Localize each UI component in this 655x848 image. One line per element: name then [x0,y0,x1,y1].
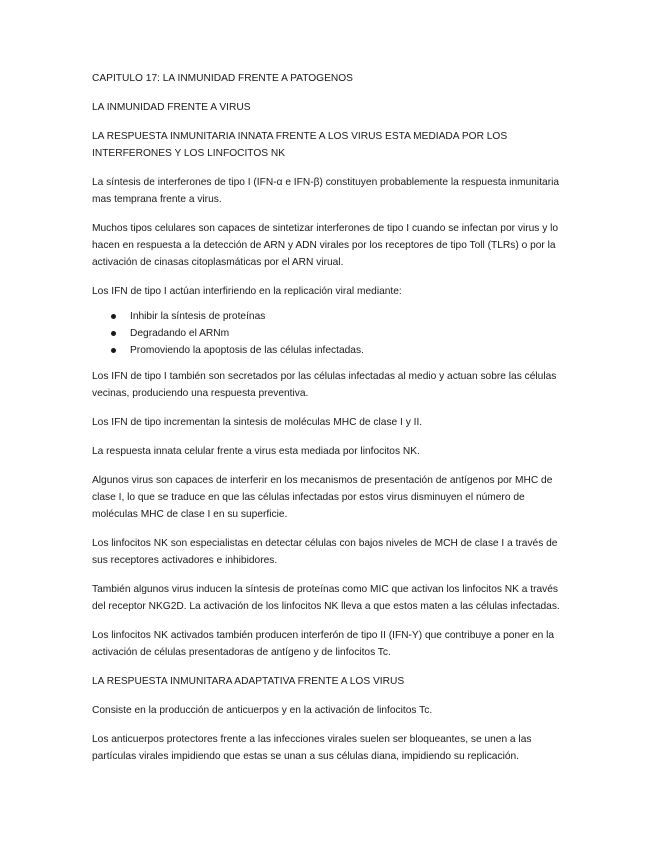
paragraph: La respuesta innata celular frente a virus esta mediada por linfocitos NK. [92,446,420,457]
bullet-item [92,325,572,342]
chapter-title: CAPITULO 17: LA INMUNIDAD FRENTE A PATOGENOS [92,73,353,84]
bullet-text: Promoviendo la apoptosis de las células infectadas. [130,345,364,356]
paragraph: Los linfocitos NK activados también producen interferón de tipo II (IFN-Y) que contribuye a poner en la activación de células presentadoras de antígeno y de linfocitos Tc. [92,630,555,658]
section-title: LA INMUNIDAD FRENTE A VIRUS [92,102,251,113]
paragraph: Muchos tipos celulares son capaces de sintetizar interferones de tipo I cuando se infectan por virus y lo hacen en respuesta a la detección de ARN y ADN virales por los receptores de tipo Toll (TLRs) o por la activación de cinasas citoplasmáticas por el ARN virual. [92,223,559,268]
bullet-icon [111,314,116,319]
bullet-list [92,308,572,359]
paragraph: La síntesis de interferones de tipo I (IFN-α e IFN-β) constituyen probablemente la respuesta inmunitaria mas temprana frente a virus. [92,177,560,205]
paragraph: Algunos virus son capaces de interferir en los mecanismos de presentación de antígenos por MHC de clase I, lo que se traduce en que las células infectadas por estos virus disminuyen el número de moléculas MHC de clase I en su superficie. [92,475,553,520]
subsection-title-adaptive: LA RESPUESTA INMUNITARA ADAPTATIVA FRENTE A LOS VIRUS [92,676,405,687]
paragraph: Los linfocitos NK son especialistas en detectar células con bajos niveles de MCH de clase I a través de sus receptores activadores e inhibidores. [92,538,558,566]
bullet-icon [111,348,116,353]
bullet-text: Degradando el ARNm [130,328,230,339]
paragraph: Los IFN de tipo I también son secretados por las células infectadas al medio y actuan sobre las células vecinas, produciendo una respuesta preventiva. [92,371,557,399]
subsection-title-innate: LA RESPUESTA INMUNITARIA INNATA FRENTE A LOS VIRUS ESTA MEDIADA POR LOS INTERFERONES Y LOS LINFOCITOS NK [92,131,508,159]
bullet-item [92,342,572,359]
bullet-text: Inhibir la síntesis de proteínas [130,311,266,322]
paragraph: Los anticuerpos protectores frente a las infecciones virales suelen ser bloqueantes, se unen a las partículas virales impidiendo que estas se unan a sus células diana, impidiendo su replicación. [92,734,532,762]
paragraph: Los IFN de tipo incrementan la sintesis de moléculas MHC de clase I y II. [92,417,423,428]
paragraph: También algunos virus inducen la síntesis de proteínas como MIC que activan los linfocitos NK a través del receptor NKG2D. La activación de los linfocitos NK lleva a que estos maten a las células infectadas. [92,584,560,612]
document-page [92,70,572,777]
paragraph: Consiste en la producción de anticuerpos y en la activación de linfocitos Tc. [92,705,433,716]
bullet-icon [111,331,116,336]
bullet-item [92,308,572,325]
paragraph: Los IFN de tipo I actúan interfiriendo en la replicación viral mediante: [92,286,402,297]
